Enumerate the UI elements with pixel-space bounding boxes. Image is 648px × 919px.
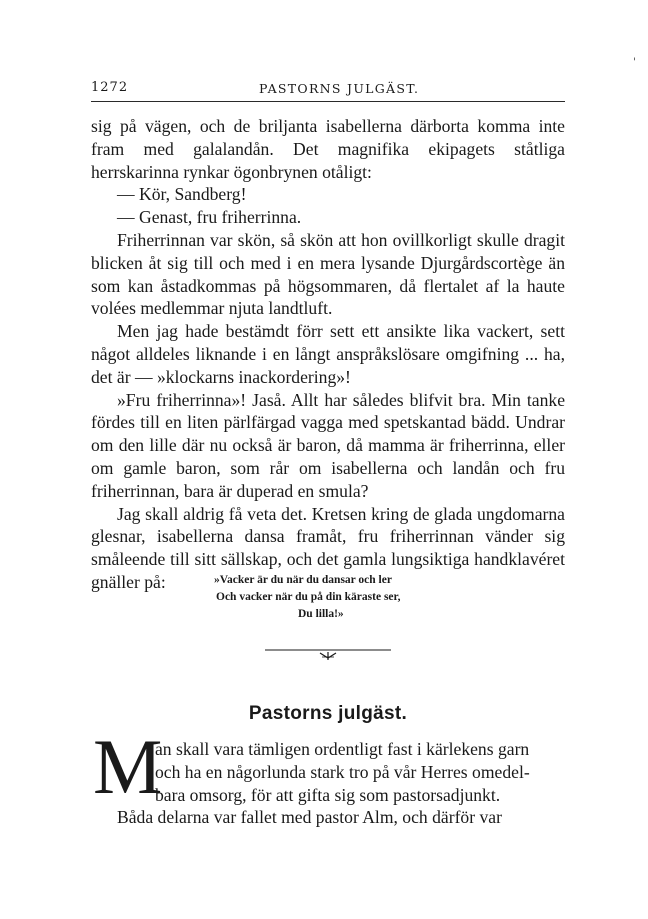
running-title: PASTORNS JULGÄST.: [259, 81, 420, 96]
book-page: [91, 0, 565, 919]
page-header: [91, 80, 565, 100]
text-line: och ha en någorlunda stark tro på vår Herres omedel-: [155, 761, 530, 782]
section-separator-ornament: [265, 646, 391, 662]
text-line: bara omsorg, för att gifta sig som pastorsadjunkt.: [155, 784, 501, 805]
chapter-title: Pastorns julgäst.: [248, 703, 408, 724]
paragraph: sig på vägen, och de briljanta isabellerna därborta komma inte fram med galalandån. Det magnifika ekipagets ståtliga herrskarinna rynkar ögonbrynen otåligt:: [91, 116, 565, 182]
page-speck: ': [633, 57, 636, 68]
drop-cap: M: [93, 723, 163, 810]
body-text: [91, 115, 565, 594]
paragraph: »Fru friherrinna»! Jaså. Allt har således blifvit bra. Min tanke fördes till en liten pärlfärgad vagga med spetskantad bädd. Undrar om den lille där nu också är baron, då mamma är friherrinna, eller om gamle baron, som rår om isabellerna och landån och fru friherrinnan, bara är duperad en smula?: [91, 389, 565, 501]
paragraph: Friherrinnan var skön, så skön att hon ovillkorligt skulle dragit blicken åt sig till och med i en mera lysande Djurgårdscortège än som kan åstadkommas på högsommaren, då flertalet af la haute volées medlemmar njuta landtluft.: [91, 229, 565, 319]
song-verse: [214, 572, 474, 623]
dialogue-line: — Kör, Sandberg!: [117, 184, 247, 205]
fleuron-icon: [320, 652, 336, 660]
verse-line: »Vacker är du när du dansar och ler: [214, 574, 392, 586]
verse-line: Och vacker när du på din käraste ser,: [216, 591, 401, 603]
verse-line: Du lilla!»: [298, 608, 344, 620]
paragraph: Men jag hade bestämdt förr sett ett ansikte lika vackert, sett något alldeles liknande i en långt anspråkslösare omgifning ... ha, det är — »klockarns inackordering»!: [91, 321, 565, 387]
header-rule: [91, 101, 565, 102]
dialogue-line: — Genast, fru friherrinna.: [117, 207, 302, 228]
paragraph: Jag skall aldrig få veta det. Kretsen kring de glada ungdomarna glesnar, isabellerna dansa framåt, fru friherrinnan vänder sig småleende till sitt sällskap, och det gamla lungsiktiga handklavéret gnäller på:: [91, 503, 565, 592]
chapter-text: [91, 723, 565, 829]
text-line: an skall vara tämligen ordentligt fast i kärlekens garn: [155, 739, 530, 759]
text-line: Båda delarna var fallet med pastor Alm, och därför var: [117, 807, 502, 828]
page-number: 1272: [91, 80, 129, 95]
